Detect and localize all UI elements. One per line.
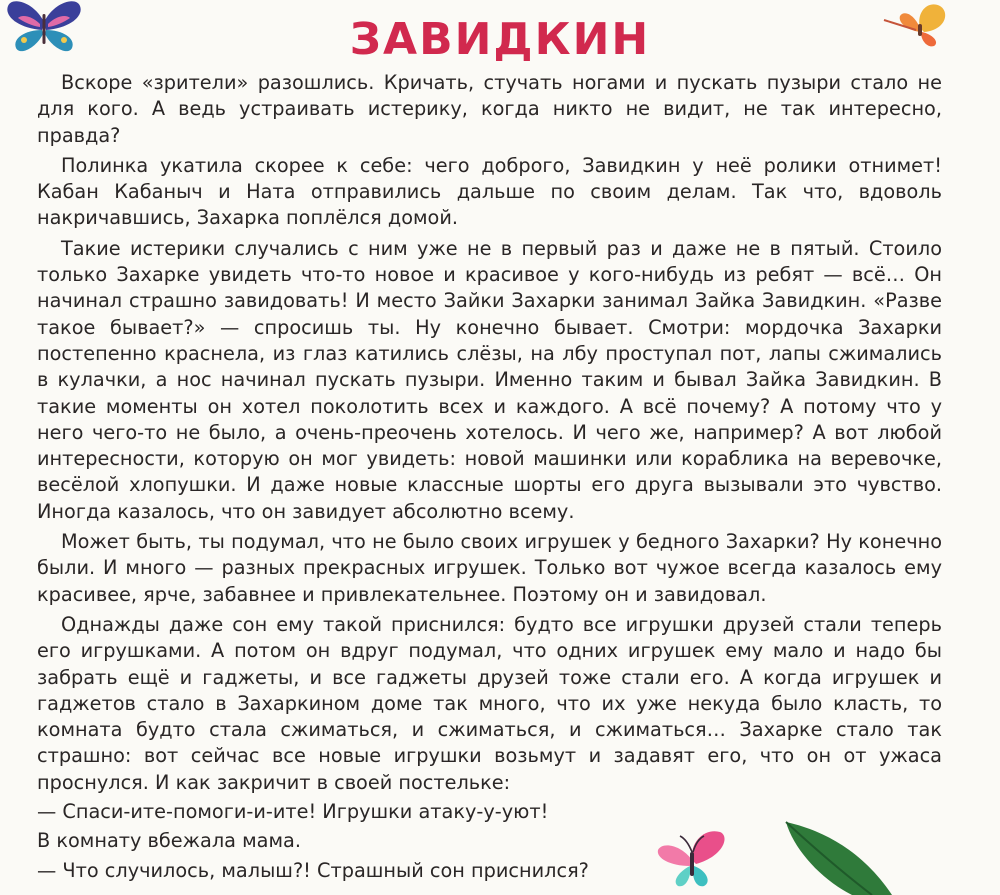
paragraph: Вскоре «зрители» разошлись. Кричать, стучать ногами и пускать пузыри стало не для кого. А ведь устраивать истерику, когда никто не видит, не так интересно, правда? — [37, 71, 942, 147]
paragraph: Может быть, ты подумал, что не было своих игрушек у бедного Захарки? Ну конечно были. И много — разных прекрасных игрушек. Только вот чужое всегда казалось ему красивее, ярче, забавнее и привлекательнее. Поэтому он и завидовал. — [37, 530, 942, 606]
paragraph: Однажды даже сон ему такой приснился: будто все игрушки друзей стали теперь его игрушками. А потом он вдруг подумал, что одних игрушек ему мало и надо бы забрать ещё и гаджеты, и все гаджеты друзей тоже стали его. А когда игрушек и гаджетов стало в Захаркином доме так много, что их уже некуда было класть, то комната будто стала сжиматься, и сжиматься, и сжиматься… Захарке стало так страшно: вот сейчас все новые игрушки возьмут и задавят его, что он от ужаса проснулся. И как закричит в своей постельке: — [37, 612, 942, 794]
paragraph: Такие истерики случались с ним уже не в первый раз и даже не в пятый. Стоило только Захарке увидеть что-то новое и красивое у кого-нибудь из ребят — всё… Он начинал страшно завидовать! И место Зайки Захарки занимал Зайка Завидкин. «Разве такое бывает?» — спросишь ты. Ну конечно бывает. Смотри: мордочка Захарки постепенно краснела, из глаз катились слёзы, на лбу проступал пот, лапы сжимались в кулачки, а нос начинал пускать пузыри. Именно таким и бывал Зайка Завидкин. В такие моменты он хотел поколотить всех и каждого. А всё почему? А потому что у него чего-то не было, а очень-преочень хотелось. И чего же, например? А вот любой интересности, которую он мог увидеть: новой машинки или кораблика на веревочке, весёлой хлопушки. И даже новые классные шорты его друга вызывали это чувство. Иногда казалось, что он завидует абсолютно всему. — [37, 236, 942, 523]
leaf-icon — [782, 820, 902, 895]
story-text — [37, 70, 942, 884]
butterfly-icon — [650, 826, 734, 892]
dialogue-line: — Что случилось, малыш?! Страшный сон приснился? — [37, 858, 589, 882]
paragraph: Полинка укатила скорее к себе: чего доброго, Завидкин у неё ролики отнимет! Кабан Кабаныч и Ната отправились дальше по своим делам. Так что, вдоволь накричавшись, Захарка поплёлся домой. — [37, 153, 942, 230]
page-title: ЗАВИДКИН — [349, 14, 651, 65]
dialogue-line: — Спаси-ите-помоги-и-ите! Игрушки атаку-у-уют! — [37, 800, 549, 824]
dialogue-line: В комнату вбежала мама. — [37, 829, 301, 853]
